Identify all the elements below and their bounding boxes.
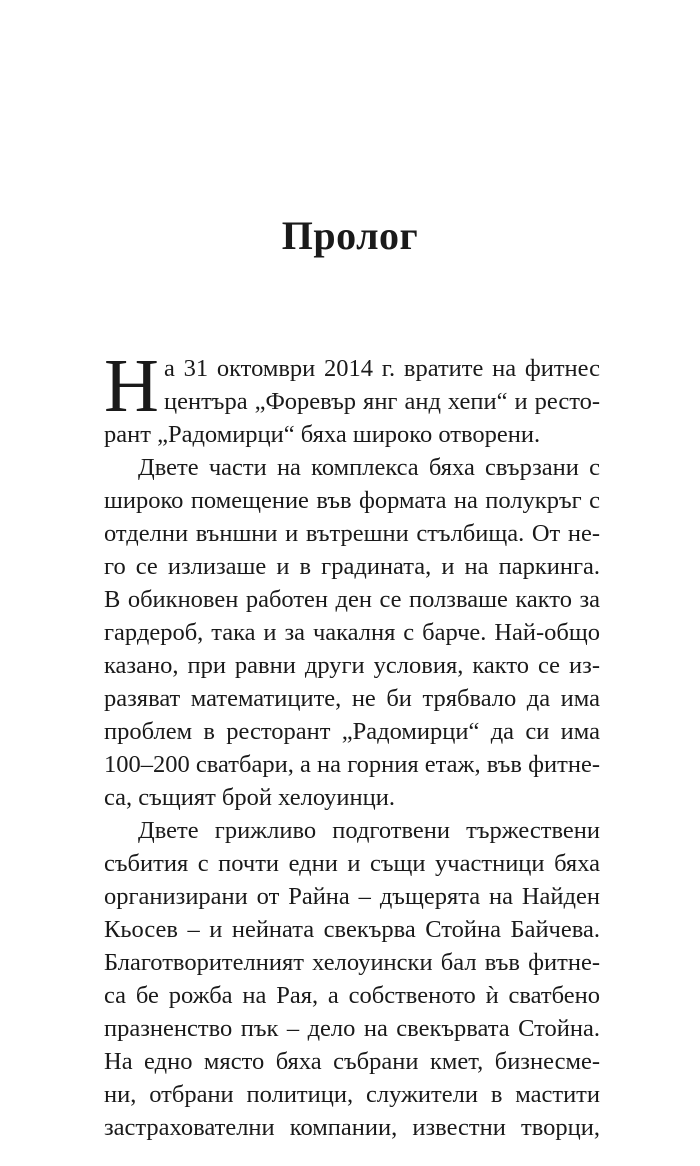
text-line: разяват математиците, не би трябвало да има [104, 685, 600, 712]
text-line: центъра „Форевър янг анд хепи“ и ресто- [164, 388, 600, 415]
drop-cap: Н [104, 344, 159, 428]
text-line: ни, отбрани политици, служители в мастити [104, 1081, 600, 1108]
text-line: гардероб, така и за чакалня с барче. Най-общо [104, 619, 600, 646]
text-line: празненство пък – дело на свекървата Стойна. [104, 1015, 600, 1042]
text-line: Кьосев – и нейната свекърва Стойна Байчева. [104, 916, 600, 943]
text-line: Двете части на комплекса бяха свързани с [138, 454, 600, 481]
text-line: отделни външни и вътрешни стълбища. От не- [104, 520, 600, 547]
text-line: застрахователни компании, известни творци, [104, 1114, 600, 1141]
body-text [104, 344, 600, 1144]
text-line: В обикновен работен ден се ползваше както за [104, 586, 600, 613]
chapter-title: Пролог [281, 213, 419, 258]
text-line: а 31 октомври 2014 г. вратите на фитнес [164, 355, 600, 382]
text-line: събития с почти едни и същи участници бяха [104, 850, 600, 877]
text-line: широко помещение във формата на полукръг с [104, 487, 600, 514]
text-line: организирани от Райна – дъщерята на Найден [104, 883, 600, 910]
text-line: рант „Радомирци“ бяха широко отворени. [104, 421, 541, 448]
text-line: са, същият брой хелоуинци. [104, 784, 395, 811]
text-line: Двете грижливо подготвени тържествени [138, 817, 600, 844]
text-line: На едно място бяха събрани кмет, бизнесме- [104, 1048, 600, 1075]
text-line: го се излизаше и в градината, и на паркинга. [104, 553, 600, 580]
text-line: са бе рожба на Рая, а собственото ѝ сватбено [104, 982, 600, 1009]
text-line: Благотворителният хелоуински бал във фитне- [104, 949, 600, 976]
text-line: 100–200 сватбари, а на горния етаж, във фитне- [104, 751, 600, 778]
text-line: казано, при равни други условия, както се из- [104, 652, 600, 679]
text-line: проблем в ресторант „Радомирци“ да си има [104, 718, 600, 745]
